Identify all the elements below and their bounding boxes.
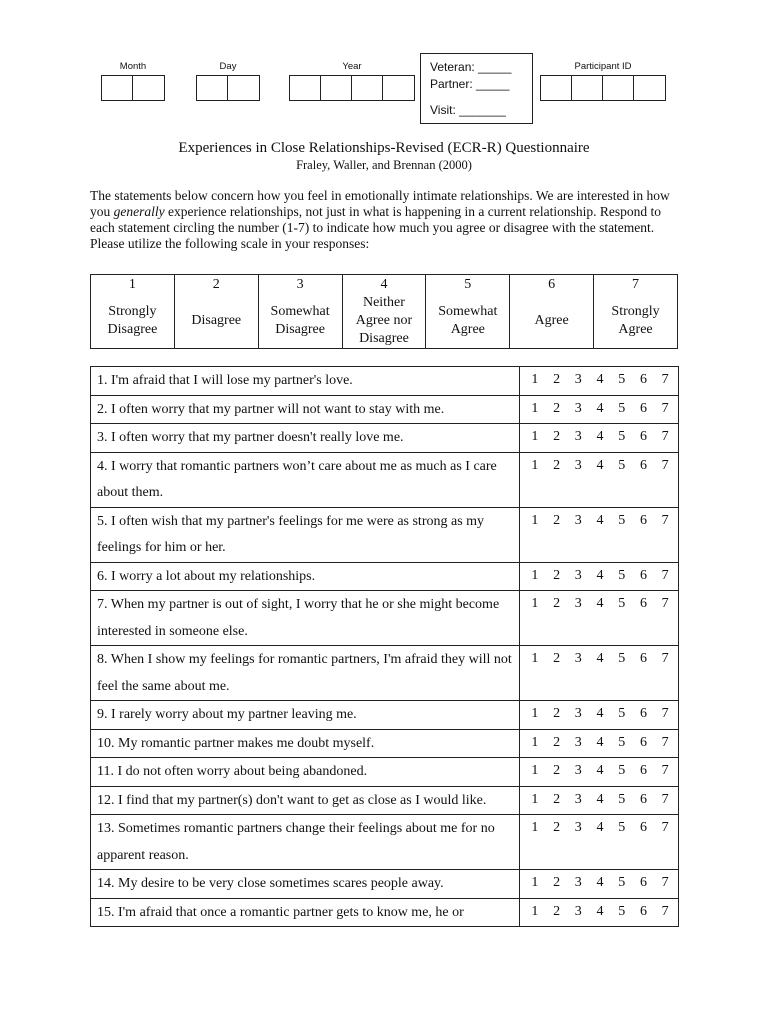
participant-id-digit-box[interactable] xyxy=(634,76,665,100)
response-option[interactable]: 1 xyxy=(531,903,539,919)
response-option[interactable]: 4 xyxy=(596,429,604,444)
scale-label: Neither Agree nor Disagree xyxy=(355,295,413,346)
item-statement: 13. Sometimes romantic partners change their feelings about me for no apparent reason. xyxy=(91,815,520,870)
response-option[interactable]: 1 xyxy=(531,820,539,835)
response-option[interactable]: 1 xyxy=(531,651,539,666)
response-option[interactable]: 6 xyxy=(639,429,647,444)
page-title: Experiences in Close Relationships-Revised (ECR-R) Questionnaire xyxy=(178,140,590,156)
scale-number: 2 xyxy=(212,277,220,292)
participant-id-digit-box[interactable] xyxy=(572,76,603,100)
response-option[interactable]: 3 xyxy=(574,734,582,750)
response-option[interactable]: 2 xyxy=(553,567,561,583)
item-response-options xyxy=(520,424,679,453)
response-option[interactable]: 7 xyxy=(661,512,669,528)
response-option[interactable]: 6 xyxy=(639,596,647,611)
month-digit-box[interactable] xyxy=(102,76,133,100)
scale-number: 7 xyxy=(632,277,640,292)
response-option[interactable]: 4 xyxy=(596,400,604,416)
item-statement: 4. I worry that romantic partners won’t care about me as much as I care about them. xyxy=(91,452,520,507)
scale-label: Somewhat Agree xyxy=(438,304,498,337)
response-option[interactable]: 6 xyxy=(639,400,647,416)
response-option[interactable]: 2 xyxy=(553,372,561,387)
item-response-options xyxy=(520,758,679,787)
response-option[interactable]: 7 xyxy=(661,706,669,721)
response-option[interactable]: 4 xyxy=(596,820,604,835)
response-option[interactable]: 4 xyxy=(596,791,604,807)
response-option[interactable]: 5 xyxy=(618,734,626,750)
table-row xyxy=(91,786,679,815)
response-option[interactable]: 5 xyxy=(618,763,626,778)
item-response-options xyxy=(520,815,679,870)
response-option[interactable]: 2 xyxy=(553,400,561,416)
response-option[interactable]: 6 xyxy=(639,903,647,919)
response-option[interactable]: 6 xyxy=(639,734,647,750)
response-option[interactable]: 3 xyxy=(574,400,582,416)
response-option[interactable]: 4 xyxy=(596,372,604,387)
response-option[interactable]: 6 xyxy=(639,651,647,666)
participant-id-field[interactable] xyxy=(540,61,666,101)
visit-line[interactable]: Visit: _______ xyxy=(430,103,506,117)
item-response-options xyxy=(520,786,679,815)
table-row xyxy=(91,367,679,396)
item-statement: 8. When I show my feelings for romantic partners, I'm afraid they will not feel the same about me. xyxy=(91,646,520,701)
response-option[interactable]: 5 xyxy=(618,903,626,919)
month-field[interactable] xyxy=(101,61,165,101)
response-option[interactable]: 5 xyxy=(618,567,626,583)
participant-id-digit-box[interactable] xyxy=(541,76,572,100)
response-option[interactable]: 6 xyxy=(639,820,647,835)
year-digit-box[interactable] xyxy=(352,76,383,100)
scale-label: Disagree xyxy=(191,313,242,328)
response-option[interactable]: 5 xyxy=(618,429,626,444)
instructions-part2: experience relationships, not just in what is happening in a current relationship. Respond to each statement circling the number (1-7) to indicate how much you agree or disagree with the statement. Please utilize the following scale in your responses: xyxy=(90,204,661,251)
response-option[interactable]: 7 xyxy=(661,457,669,473)
response-option[interactable]: 7 xyxy=(661,903,669,919)
response-option[interactable]: 3 xyxy=(574,903,582,919)
rating-scale-table xyxy=(90,274,678,349)
response-option[interactable]: 2 xyxy=(553,429,561,444)
scale-number: 3 xyxy=(296,277,304,292)
item-response-options xyxy=(520,591,679,646)
instructions-part1: The statements below concern how you feel in emotionally intimate relationships. We are interested in how you xyxy=(90,188,670,219)
response-option[interactable]: 6 xyxy=(639,512,647,528)
response-option[interactable]: 1 xyxy=(531,400,539,416)
item-response-options xyxy=(520,701,679,730)
scale-label: Somewhat Disagree xyxy=(270,304,330,337)
year-digit-box[interactable] xyxy=(290,76,321,100)
response-option[interactable]: 2 xyxy=(553,651,561,666)
item-statement: 6. I worry a lot about my relationships. xyxy=(91,562,520,591)
year-digit-box[interactable] xyxy=(383,76,414,100)
response-option[interactable]: 3 xyxy=(574,763,582,778)
scale-number: 6 xyxy=(548,277,556,292)
scale-number: 1 xyxy=(128,277,136,292)
response-option[interactable]: 4 xyxy=(596,875,604,890)
table-row xyxy=(91,591,679,646)
response-option[interactable]: 5 xyxy=(618,820,626,835)
response-option[interactable]: 7 xyxy=(661,596,669,611)
item-statement: 10. My romantic partner makes me doubt myself. xyxy=(91,729,520,758)
year-label: Year xyxy=(342,61,362,72)
item-response-options xyxy=(520,870,679,899)
response-option[interactable]: 1 xyxy=(531,763,539,778)
day-field[interactable] xyxy=(196,61,260,101)
item-statement: 14. My desire to be very close sometimes scares people away. xyxy=(91,870,520,899)
participant-id-digit-box[interactable] xyxy=(603,76,634,100)
table-row xyxy=(91,870,679,899)
response-option[interactable]: 7 xyxy=(661,820,669,835)
response-option[interactable]: 3 xyxy=(574,820,582,835)
table-row xyxy=(91,562,679,591)
item-statement: 11. I do not often worry about being abandoned. xyxy=(91,758,520,787)
response-option[interactable]: 4 xyxy=(596,903,604,919)
response-option[interactable]: 5 xyxy=(618,791,626,807)
response-option[interactable]: 6 xyxy=(639,706,647,721)
response-option[interactable]: 1 xyxy=(531,457,539,473)
response-option[interactable]: 7 xyxy=(661,875,669,890)
response-option[interactable]: 7 xyxy=(661,734,669,750)
item-response-options xyxy=(520,452,679,507)
table-row xyxy=(91,395,679,424)
participant-id-label: Participant ID xyxy=(574,61,632,72)
response-option[interactable]: 3 xyxy=(574,372,582,387)
scale-label: Strongly Agree xyxy=(611,304,660,337)
response-option[interactable]: 2 xyxy=(553,457,561,473)
scale-cell xyxy=(91,275,175,349)
item-statement: 2. I often worry that my partner will not want to stay with me. xyxy=(91,395,520,424)
item-statement: 3. I often worry that my partner doesn't really love me. xyxy=(91,424,520,453)
response-option[interactable]: 4 xyxy=(596,763,604,778)
response-option[interactable]: 2 xyxy=(553,734,561,750)
authors-citation: Fraley, Waller, and Brennan (2000) xyxy=(296,158,472,172)
response-option[interactable]: 5 xyxy=(618,875,626,890)
item-response-options xyxy=(520,646,679,701)
response-option[interactable]: 4 xyxy=(596,512,604,528)
veteran-line[interactable]: Veteran: _____ xyxy=(430,60,512,74)
table-row xyxy=(91,758,679,787)
response-option[interactable]: 1 xyxy=(531,372,539,387)
response-option[interactable]: 2 xyxy=(553,706,561,721)
response-option[interactable]: 5 xyxy=(618,651,626,666)
item-statement: 15. I'm afraid that once a romantic partner gets to know me, he or xyxy=(91,898,520,927)
response-option[interactable]: 7 xyxy=(661,372,669,387)
scale-cell xyxy=(426,275,510,349)
response-option[interactable]: 7 xyxy=(661,400,669,416)
response-option[interactable]: 6 xyxy=(639,791,647,807)
item-statement: 9. I rarely worry about my partner leaving me. xyxy=(91,701,520,730)
scale-label: Agree xyxy=(534,313,569,328)
instructions xyxy=(90,188,680,252)
instructions-emphasis: generally xyxy=(113,204,165,219)
item-response-options xyxy=(520,562,679,591)
table-row xyxy=(91,729,679,758)
item-response-options xyxy=(520,395,679,424)
day-label: Day xyxy=(219,61,237,72)
scale-number: 5 xyxy=(464,277,472,292)
response-option[interactable]: 1 xyxy=(531,734,539,750)
response-option[interactable]: 4 xyxy=(596,567,604,583)
response-option[interactable]: 4 xyxy=(596,706,604,721)
response-option[interactable]: 7 xyxy=(661,763,669,778)
response-option[interactable]: 7 xyxy=(661,429,669,444)
response-option[interactable]: 5 xyxy=(618,372,626,387)
response-option[interactable]: 6 xyxy=(639,372,647,387)
scale-cell xyxy=(342,275,426,349)
day-digit-box[interactable] xyxy=(228,76,259,100)
day-digit-box[interactable] xyxy=(197,76,228,100)
response-option[interactable]: 5 xyxy=(618,706,626,721)
year-digit-box[interactable] xyxy=(321,76,352,100)
response-option[interactable]: 3 xyxy=(574,596,582,611)
response-option[interactable]: 7 xyxy=(661,791,669,807)
response-option[interactable]: 1 xyxy=(531,567,539,583)
response-option[interactable]: 3 xyxy=(574,457,582,473)
response-option[interactable]: 5 xyxy=(618,512,626,528)
item-response-options xyxy=(520,507,679,562)
item-statement: 7. When my partner is out of sight, I worry that he or she might become interested in someone else. xyxy=(91,591,520,646)
response-option[interactable]: 3 xyxy=(574,567,582,583)
table-row xyxy=(91,424,679,453)
response-option[interactable]: 5 xyxy=(618,596,626,611)
response-option[interactable]: 1 xyxy=(531,429,539,444)
response-option[interactable]: 3 xyxy=(574,791,582,807)
scale-number: 4 xyxy=(380,277,388,292)
table-row xyxy=(91,507,679,562)
response-option[interactable]: 2 xyxy=(553,875,561,890)
response-option[interactable]: 1 xyxy=(531,706,539,721)
scale-cell xyxy=(258,275,342,349)
table-row xyxy=(91,898,679,927)
response-option[interactable]: 5 xyxy=(618,457,626,473)
item-statement: 1. I'm afraid that I will lose my partner's love. xyxy=(91,367,520,396)
response-option[interactable]: 6 xyxy=(639,457,647,473)
response-option[interactable]: 3 xyxy=(574,875,582,890)
response-option[interactable]: 4 xyxy=(596,651,604,666)
response-option[interactable]: 6 xyxy=(639,875,647,890)
response-option[interactable]: 5 xyxy=(618,400,626,416)
response-option[interactable]: 3 xyxy=(574,706,582,721)
response-option[interactable]: 3 xyxy=(574,651,582,666)
item-response-options xyxy=(520,729,679,758)
response-option[interactable]: 2 xyxy=(553,763,561,778)
item-statement: 12. I find that my partner(s) don't want to get as close as I would like. xyxy=(91,786,520,815)
month-label: Month xyxy=(119,61,147,72)
veteran-partner-visit-box xyxy=(420,53,533,124)
response-option[interactable]: 4 xyxy=(596,734,604,750)
response-option[interactable]: 4 xyxy=(596,596,604,611)
response-option[interactable]: 1 xyxy=(531,875,539,890)
scale-label: Strongly Disagree xyxy=(107,304,158,337)
response-option[interactable]: 3 xyxy=(574,429,582,444)
response-option[interactable]: 7 xyxy=(661,651,669,666)
response-option[interactable]: 2 xyxy=(553,903,561,919)
response-option[interactable]: 2 xyxy=(553,820,561,835)
table-row xyxy=(91,452,679,507)
response-option[interactable]: 2 xyxy=(553,596,561,611)
scale-cell xyxy=(594,275,678,349)
response-option[interactable]: 2 xyxy=(553,512,561,528)
response-option[interactable]: 7 xyxy=(661,567,669,583)
response-option[interactable]: 1 xyxy=(531,791,539,807)
response-option[interactable]: 2 xyxy=(553,791,561,807)
item-response-options xyxy=(520,367,679,396)
response-option[interactable]: 1 xyxy=(531,512,539,528)
partner-line[interactable]: Partner: _____ xyxy=(430,77,510,91)
scale-cell xyxy=(510,275,594,349)
item-statement: 5. I often wish that my partner's feelings for me were as strong as my feelings for him or her. xyxy=(91,507,520,562)
month-digit-box[interactable] xyxy=(133,76,164,100)
scale-cell xyxy=(174,275,258,349)
table-row xyxy=(91,701,679,730)
response-option[interactable]: 4 xyxy=(596,457,604,473)
response-option[interactable]: 6 xyxy=(639,567,647,583)
table-row xyxy=(91,815,679,870)
response-option[interactable]: 6 xyxy=(639,763,647,778)
response-option[interactable]: 1 xyxy=(531,596,539,611)
year-field[interactable] xyxy=(289,61,415,101)
response-option[interactable]: 3 xyxy=(574,512,582,528)
item-response-options xyxy=(520,898,679,927)
questionnaire-items-table xyxy=(90,366,679,927)
table-row xyxy=(91,646,679,701)
